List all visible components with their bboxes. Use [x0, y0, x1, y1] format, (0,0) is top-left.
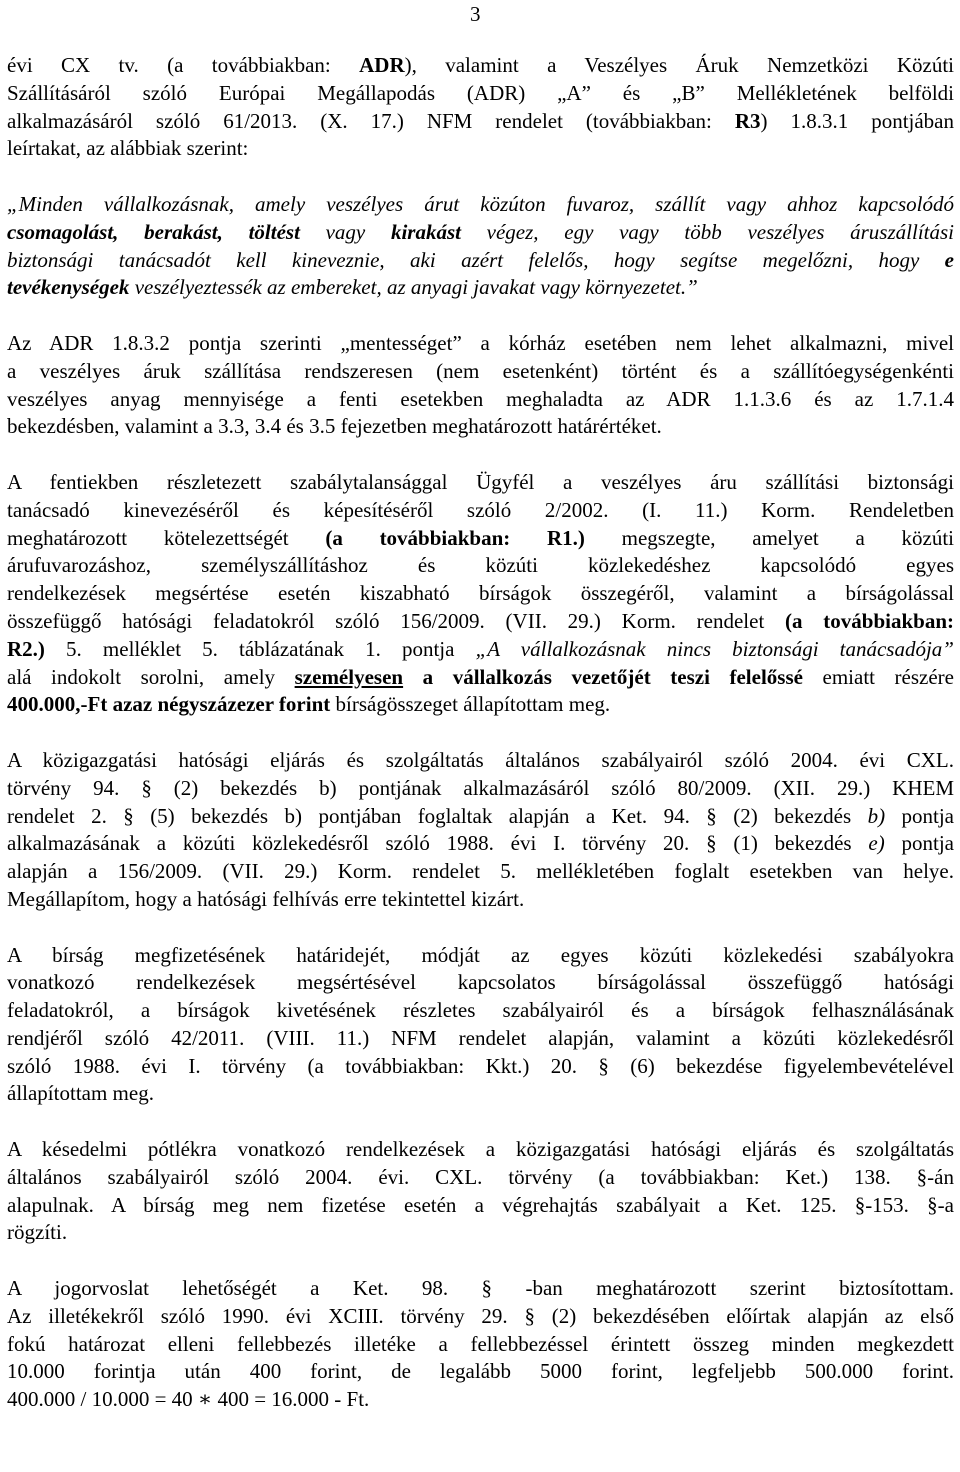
text-run: A jogorvoslat lehetőségét a Ket. 98. § -ban meghatározott szerint biztosítottam.: [7, 1276, 954, 1301]
text-run: törvény 94. § (2) bekezdés b) pontjának alkalmazásáról szóló 80/2009. (XII. 29.) KHEM: [7, 775, 954, 800]
text-run: b): [867, 803, 886, 828]
text-run: biztonsági tanácsadót kell kineveznie, aki azért felelős, hogy segítse megelőzni, hogy: [7, 247, 945, 272]
text-line: [7, 636, 954, 664]
payment-paragraph: [7, 942, 954, 1109]
intro-paragraph: [7, 52, 954, 163]
text-line: [7, 1080, 954, 1108]
text-line: [7, 191, 954, 219]
appeal-paragraph: [7, 1275, 954, 1414]
document-body: [7, 52, 954, 1414]
text-line: [7, 552, 954, 580]
text-line: [7, 80, 954, 108]
text-run: vonatkozó rendelkezések megsértésével kapcsolatos bírságolással összefüggő hatósági: [7, 970, 954, 995]
text-line: [7, 1136, 954, 1164]
text-line: [7, 386, 954, 414]
competence-paragraph: [7, 747, 954, 914]
text-line: [7, 886, 954, 914]
text-run: veszélyes anyag mennyisége a fenti esetekben meghaladta az ADR 1.1.3.6 és az 1.7.1.4: [7, 386, 954, 411]
text-run: rendjéről szóló 42/2011. (VIII. 11.) NFM rendelet alapján, valamint a közúti közlekedésről: [7, 1025, 954, 1050]
text-line: [7, 108, 954, 136]
text-run: 400.000,-Ft azaz négyszázezer forint: [7, 692, 331, 717]
paragraph-gap: [7, 719, 954, 747]
text-run: alapulnak. A bírság meg nem fizetése esetén a végrehajtás szabályait a Ket. 125. §-153. §-a: [7, 1192, 954, 1217]
text-run: e): [868, 831, 885, 856]
text-line: [7, 997, 954, 1025]
text-line: [7, 747, 954, 775]
text-line: [7, 775, 954, 803]
text-run: feladatokról, a bírságok kivetésének részletes szabályairól és a bírságok felhasználásának: [7, 998, 954, 1023]
text-run: Az illetékekről szóló 1990. évi XCIII. törvény 29. § (2) bekezdésében előírtak alapján az első: [7, 1303, 954, 1328]
text-line: [7, 1303, 954, 1331]
text-line: [7, 1025, 954, 1053]
text-run: e: [944, 247, 954, 272]
text-line: [7, 803, 954, 831]
text-run: meghatározott kötelezettségét: [7, 525, 326, 550]
text-run: alapján a 156/2009. (VII. 29.) Korm. rendelet 5. mellékletében foglalt esetekben van helye.: [7, 859, 954, 884]
text-run: Megállapítom, hogy a hatósági felhívás erre tekintettel kizárt.: [7, 886, 525, 911]
text-run: A bírság megfizetésének határidejét, módját az egyes közúti közlekedési szabályokra: [7, 942, 954, 967]
text-run: a vállalkozás vezetőjét teszi felelőssé: [422, 664, 803, 689]
paragraph-gap: [7, 1108, 954, 1136]
quote-paragraph: [7, 191, 954, 302]
text-run: ) 1.8.3.1 pontjában: [760, 108, 955, 133]
text-line: [7, 135, 954, 163]
text-run: alkalmazásáról szóló 61/2013. (X. 17.) NFM rendelet (továbbiakban:: [7, 108, 735, 133]
text-run: emiatt részére: [802, 664, 954, 689]
text-run: szóló 1988. évi I. törvény (a továbbiakban: Kkt.) 20. § (6) bekezdése figyelembevételével: [7, 1053, 954, 1078]
text-run: ADR: [359, 53, 405, 77]
text-run: Szállításáról szóló Európai Megállapodás (ADR) „A” és „B” Mellékletének belföldi: [7, 80, 954, 105]
text-line: [7, 830, 954, 858]
text-run: (a továbbiakban:: [785, 608, 954, 633]
text-run: állapítottam meg.: [7, 1081, 154, 1106]
text-line: [7, 1386, 954, 1414]
paragraph-gap: [7, 163, 954, 191]
text-run: tanácsadó kinevezéséről és képesítéséről szóló 2/2002. (I. 11.) Korm. Rendeletben: [7, 497, 954, 522]
text-line: [7, 358, 954, 386]
text-line: [7, 1275, 954, 1303]
text-line: [7, 1192, 954, 1220]
text-line: [7, 274, 954, 302]
text-run: pontja: [885, 803, 954, 828]
text-run: bekezdésben, valamint a 3.3, 3.4 és 3.5 fejezetben meghatározott határértéket.: [7, 414, 662, 439]
text-line: [7, 1331, 954, 1359]
adr-paragraph: [7, 330, 954, 441]
text-run: rögzíti.: [7, 1220, 68, 1245]
text-run: tevékenységek: [7, 275, 130, 300]
text-line: [7, 580, 954, 608]
text-line: [7, 525, 954, 553]
fine-paragraph: [7, 469, 954, 719]
text-line: [7, 1219, 954, 1247]
text-run: „Minden vállalkozásnak, amely veszélyes árut közúton fuvaroz, szállít vagy ahhoz kapcsolódó: [7, 191, 954, 216]
text-run: árufuvarozáshoz, személyszállításhoz és közúti közlekedéshez kapcsolódó egyes: [7, 553, 954, 578]
text-run: R2.): [7, 636, 45, 661]
text-run: fokú határozat elleni fellebbezés illetéke a fellebbezéssel érintett összeg minden megkezdett: [7, 1331, 954, 1356]
text-run: A fentiekben részletezett szabálytalansággal Ügyfél a veszélyes áru szállítási biztonsági: [7, 469, 954, 494]
text-line: [7, 330, 954, 358]
text-run: (a továbbiakban: R1.): [325, 525, 585, 550]
text-run: 400.000 / 10.000 = 40 ∗ 400 = 16.000 - Ft.: [7, 1387, 370, 1412]
text-run: évi CX tv. (a továbbiakban:: [7, 53, 360, 77]
text-line: [7, 1053, 954, 1081]
text-run: pontja: [884, 831, 954, 856]
text-line: [7, 1358, 954, 1386]
text-run: alkalmazásának a közúti közlekedésről szóló 1988. évi I. törvény 20. § (1) bekezdés: [7, 831, 869, 856]
paragraph-gap: [7, 1247, 954, 1275]
text-run: végez, egy vagy több veszélyes áruszállítási: [460, 219, 954, 244]
text-run: A késedelmi pótlékra vonatkozó rendelkezések a közigazgatási hatósági eljárás és szolgáltatás: [7, 1137, 954, 1162]
text-line: [7, 413, 954, 441]
text-line: [7, 469, 954, 497]
text-run: ), valamint a Veszélyes Áruk Nemzetközi Közúti: [404, 53, 955, 77]
text-line: [7, 691, 954, 719]
text-run: veszélyeztessék az embereket, az anyagi javakat vagy környezetet.”: [129, 275, 698, 300]
text-line: [7, 247, 954, 275]
text-run: [403, 665, 423, 689]
text-line: [7, 219, 954, 247]
text-run: A közigazgatási hatósági eljárás és szolgáltatás általános szabályairól szóló 2004. évi CXL.: [7, 747, 954, 772]
text-run: rendelet 2. § (5) bekezdés b) pontjában foglaltak alapján a Ket. 94. § (2) bekezdés: [7, 803, 868, 828]
text-run: Az ADR 1.8.3.2 pontja szerinti „mentességet” a kórház esetében nem lehet alkalmazni, mivel: [7, 330, 954, 355]
text-run: leírtakat, az alábbiak szerint:: [7, 136, 249, 161]
text-run: csomagolást, berakást, töltést: [7, 219, 300, 244]
text-line: [7, 52, 954, 80]
late-fee-paragraph: [7, 1136, 954, 1247]
text-line: [7, 664, 954, 692]
text-run: kirakást: [390, 219, 461, 244]
text-run: vagy: [299, 219, 391, 244]
text-run: alá indokolt sorolni, amely: [7, 664, 295, 689]
text-run: általános szabályairól szóló 2004. évi. CXL. törvény (a továbbiakban: Ket.) 138. §-án: [7, 1164, 954, 1189]
text-run: rendelkezések megsértése esetén kiszabható bírságok összegéről, valamint a bírságolással: [7, 581, 954, 606]
text-line: [7, 942, 954, 970]
page-number: 3: [470, 2, 481, 26]
paragraph-gap: [7, 914, 954, 942]
text-run: személyesen: [294, 664, 404, 689]
text-run: 5. melléklet 5. táblázatának 1. pontja: [44, 636, 476, 661]
paragraph-gap: [7, 441, 954, 469]
text-run: 10.000 forintja után 400 forint, de legalább 5000 forint, legfeljebb 500.000 forint.: [7, 1359, 954, 1384]
paragraph-gap: [7, 302, 954, 330]
text-run: „A vállalkozásnak nincs biztonsági tanácsadója”: [475, 636, 954, 661]
text-line: [7, 969, 954, 997]
text-line: [7, 608, 954, 636]
text-line: [7, 1164, 954, 1192]
text-run: összefüggő hatósági feladatokról szóló 156/2009. (VII. 29.) Korm. rendelet: [7, 608, 786, 633]
text-run: megszegte, amelyet a közúti: [584, 525, 954, 550]
text-run: bírságösszeget állapítottam meg.: [330, 692, 611, 717]
text-line: [7, 497, 954, 525]
text-run: a veszélyes áruk szállítása rendszeresen (nem esetenként) történt és a szállítóegységenkénti: [7, 358, 954, 383]
text-run: R3: [734, 108, 761, 133]
text-line: [7, 858, 954, 886]
